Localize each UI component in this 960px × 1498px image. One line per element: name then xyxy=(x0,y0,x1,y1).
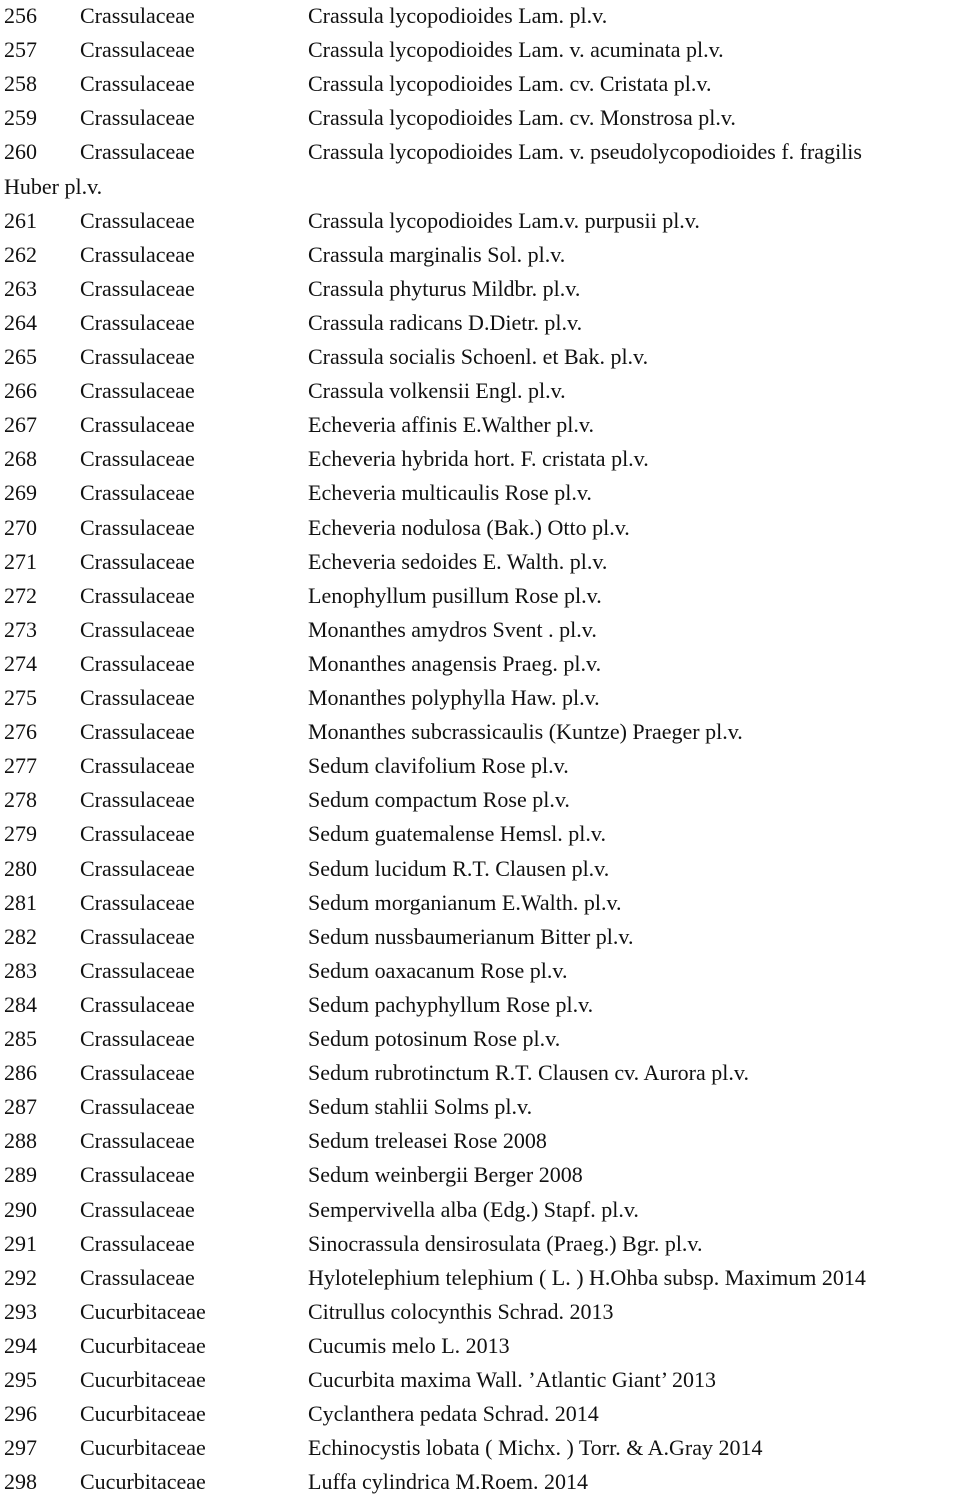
entry-number: 268 xyxy=(4,446,37,472)
species-name: Crassula lycopodioides Lam. cv. Cristata pl.v. xyxy=(308,71,712,97)
list-row xyxy=(0,1296,960,1328)
entry-number: 263 xyxy=(4,275,37,301)
family-name: Crassulaceae xyxy=(80,241,195,267)
entry-number: 297 xyxy=(4,1435,37,1461)
family-name: Crassulaceae xyxy=(80,753,195,779)
species-name: Sedum guatemalense Hemsl. pl.v. xyxy=(308,821,606,847)
list-row xyxy=(0,341,960,373)
species-name: Citrullus colocynthis Schrad. 2013 xyxy=(308,1298,614,1324)
list-row xyxy=(0,546,960,578)
list-row xyxy=(0,1159,960,1191)
list-row xyxy=(0,68,960,100)
list-row xyxy=(0,1228,960,1260)
family-name: Crassulaceae xyxy=(80,1264,195,1290)
family-name: Crassulaceae xyxy=(80,514,195,540)
list-row xyxy=(0,716,960,748)
entry-number: 292 xyxy=(4,1264,37,1290)
family-name: Crassulaceae xyxy=(80,548,195,574)
family-name: Crassulaceae xyxy=(80,1128,195,1154)
list-row xyxy=(0,1023,960,1055)
family-name: Crassulaceae xyxy=(80,821,195,847)
entry-number: 287 xyxy=(4,1094,37,1120)
species-name: Sedum nussbaumerianum Bitter pl.v. xyxy=(308,923,634,949)
entry-number: 278 xyxy=(4,787,37,813)
species-name: Crassula lycopodioides Lam. v. pseudolycopodioides f. fragilis xyxy=(308,139,862,165)
entry-number: 275 xyxy=(4,685,37,710)
species-name: Sedum morganianum E.Walth. pl.v. xyxy=(308,889,622,915)
list-row xyxy=(0,887,960,919)
species-name: Monanthes subcrassicaulis (Kuntze) Praeger pl.v. xyxy=(308,719,743,745)
species-name: Monanthes amydros Svent . pl.v. xyxy=(308,616,597,642)
family-name: Crassulaceae xyxy=(80,957,195,983)
family-name: Crassulaceae xyxy=(80,1094,195,1120)
species-name: Sedum pachyphyllum Rose pl.v. xyxy=(308,991,594,1017)
entry-number: 289 xyxy=(4,1162,37,1188)
family-name: Crassulaceae xyxy=(80,1230,195,1256)
species-name: Crassula socialis Schoenl. et Bak. pl.v. xyxy=(308,344,649,369)
list-row xyxy=(0,955,960,987)
entry-number: 293 xyxy=(4,1298,37,1324)
species-name: Sedum compactum Rose pl.v. xyxy=(308,787,570,813)
species-name: Sedum stahlii Solms pl.v. xyxy=(308,1094,533,1120)
list-row xyxy=(0,1262,960,1294)
list-row xyxy=(0,443,960,475)
species-name: Echinocystis lobata ( Michx. ) Torr. & A.Gray 2014 xyxy=(308,1435,763,1461)
family-name: Cucurbitaceae xyxy=(80,1298,206,1324)
family-name: Crassulaceae xyxy=(80,309,195,335)
species-name: Sempervivella alba (Edg.) Stapf. pl.v. xyxy=(308,1196,639,1222)
species-name: Hylotelephium telephium ( L. ) H.Ohba subsp. Maximum 2014 xyxy=(308,1264,866,1290)
list-row xyxy=(0,512,960,544)
entry-number: 269 xyxy=(4,480,37,506)
list-row xyxy=(0,1466,960,1498)
species-name: Sedum weinbergii Berger 2008 xyxy=(308,1162,583,1188)
list-row xyxy=(0,1364,960,1396)
species-name: Crassula lycopodioides Lam. v. acuminata pl.v. xyxy=(308,37,724,63)
list-row xyxy=(0,1194,960,1226)
entry-number: 264 xyxy=(4,309,37,335)
list-row xyxy=(0,784,960,816)
species-name: Echeveria multicaulis Rose pl.v. xyxy=(308,480,592,506)
entry-number: 258 xyxy=(4,71,37,97)
entry-number: 288 xyxy=(4,1128,37,1154)
family-name: Crassulaceae xyxy=(80,889,195,915)
species-name: Cyclanthera pedata Schrad. 2014 xyxy=(308,1401,599,1427)
family-name: Crassulaceae xyxy=(80,923,195,949)
family-name: Crassulaceae xyxy=(80,344,195,369)
species-name-continuation: Huber pl.v. xyxy=(4,173,103,199)
list-row xyxy=(0,477,960,509)
entry-number: 261 xyxy=(4,207,37,233)
family-name: Crassulaceae xyxy=(80,446,195,472)
list-row xyxy=(0,580,960,612)
family-name: Crassulaceae xyxy=(80,719,195,745)
entry-number: 256 xyxy=(4,3,37,28)
family-name: Crassulaceae xyxy=(80,37,195,63)
entry-number: 298 xyxy=(4,1469,37,1495)
list-row xyxy=(0,1330,960,1362)
list-row xyxy=(0,34,960,66)
family-name: Crassulaceae xyxy=(80,275,195,301)
family-name: Crassulaceae xyxy=(80,71,195,97)
species-name: Crassula lycopodioides Lam.v. purpusii pl.v. xyxy=(308,207,700,233)
species-name: Lenophyllum pusillum Rose pl.v. xyxy=(308,582,602,608)
species-name: Cucumis melo L. 2013 xyxy=(308,1332,510,1358)
family-name: Crassulaceae xyxy=(80,1196,195,1222)
family-name: Crassulaceae xyxy=(80,3,195,28)
family-name: Crassulaceae xyxy=(80,139,195,165)
entry-number: 294 xyxy=(4,1332,37,1358)
entry-number: 257 xyxy=(4,37,37,63)
species-name: Cucurbita maxima Wall. ’Atlantic Giant’ 2013 xyxy=(308,1367,716,1392)
list-row xyxy=(0,750,960,782)
species-name: Sedum potosinum Rose pl.v. xyxy=(308,1026,561,1051)
entry-number: 273 xyxy=(4,616,37,642)
family-name: Crassulaceae xyxy=(80,1060,195,1086)
species-name: Crassula volkensii Engl. pl.v. xyxy=(308,378,566,404)
species-name: Sedum lucidum R.T. Clausen pl.v. xyxy=(308,855,610,881)
entry-number: 277 xyxy=(4,753,37,779)
list-row xyxy=(0,409,960,441)
family-name: Crassulaceae xyxy=(80,207,195,233)
family-name: Crassulaceae xyxy=(80,1026,195,1051)
list-row xyxy=(0,818,960,850)
entry-number: 281 xyxy=(4,889,37,915)
entry-number: 276 xyxy=(4,719,37,745)
entry-number: 283 xyxy=(4,957,37,983)
entry-number: 265 xyxy=(4,344,37,369)
family-name: Crassulaceae xyxy=(80,650,195,676)
family-name: Cucurbitaceae xyxy=(80,1401,206,1427)
list-row xyxy=(0,1091,960,1123)
family-name: Crassulaceae xyxy=(80,855,195,881)
species-name: Sedum rubrotinctum R.T. Clausen cv. Aurora pl.v. xyxy=(308,1060,749,1086)
entry-number: 274 xyxy=(4,650,37,676)
list-row xyxy=(0,0,960,32)
family-name: Cucurbitaceae xyxy=(80,1435,206,1461)
list-row xyxy=(0,989,960,1021)
list-row xyxy=(0,682,960,714)
species-name: Crassula phyturus Mildbr. pl.v. xyxy=(308,275,581,301)
entry-number: 260 xyxy=(4,139,37,165)
family-name: Crassulaceae xyxy=(80,480,195,506)
entry-number: 295 xyxy=(4,1367,37,1392)
list-row xyxy=(0,853,960,885)
entry-number: 285 xyxy=(4,1026,37,1051)
entry-number: 279 xyxy=(4,821,37,847)
species-name: Crassula radicans D.Dietr. pl.v. xyxy=(308,309,583,335)
entry-number: 259 xyxy=(4,105,37,131)
species-name: Monanthes anagensis Praeg. pl.v. xyxy=(308,650,602,676)
list-row xyxy=(0,136,960,168)
entry-number: 290 xyxy=(4,1196,37,1222)
entry-number: 286 xyxy=(4,1060,37,1086)
list-row xyxy=(0,1125,960,1157)
family-name: Cucurbitaceae xyxy=(80,1469,206,1495)
species-name: Crassula lycopodioides Lam. cv. Monstrosa pl.v. xyxy=(308,105,736,131)
entry-number: 266 xyxy=(4,378,37,404)
list-row xyxy=(0,614,960,646)
family-name: Crassulaceae xyxy=(80,412,195,438)
entry-number: 267 xyxy=(4,412,37,438)
entry-number: 270 xyxy=(4,514,37,540)
species-name: Crassula lycopodioides Lam. pl.v. xyxy=(308,3,608,28)
species-name: Monanthes polyphylla Haw. pl.v. xyxy=(308,685,600,710)
family-name: Cucurbitaceae xyxy=(80,1332,206,1358)
entry-number: 280 xyxy=(4,855,37,881)
species-name: Luffa cylindrica M.Roem. 2014 xyxy=(308,1469,589,1495)
list-row xyxy=(0,648,960,680)
list-row xyxy=(0,102,960,134)
species-name: Crassula marginalis Sol. pl.v. xyxy=(308,241,566,267)
family-name: Crassulaceae xyxy=(80,685,195,710)
list-row xyxy=(0,307,960,339)
family-name: Crassulaceae xyxy=(80,582,195,608)
list-row xyxy=(0,1057,960,1089)
list-row xyxy=(0,1432,960,1464)
entry-number: 291 xyxy=(4,1230,37,1256)
entry-number: 282 xyxy=(4,923,37,949)
entry-number: 262 xyxy=(4,241,37,267)
entry-number: 271 xyxy=(4,548,37,574)
species-name: Echeveria affinis E.Walther pl.v. xyxy=(308,412,594,438)
entry-number: 284 xyxy=(4,991,37,1017)
family-name: Crassulaceae xyxy=(80,105,195,131)
list-row xyxy=(0,239,960,271)
list-row xyxy=(0,375,960,407)
list-row xyxy=(0,921,960,953)
species-name: Echeveria nodulosa (Bak.) Otto pl.v. xyxy=(308,514,630,540)
species-name: Sedum clavifolium Rose pl.v. xyxy=(308,753,569,779)
family-name: Crassulaceae xyxy=(80,378,195,404)
list-row xyxy=(0,1398,960,1430)
species-name: Sedum treleasei Rose 2008 xyxy=(308,1128,547,1154)
family-name: Crassulaceae xyxy=(80,991,195,1017)
entry-number: 272 xyxy=(4,582,37,608)
family-name: Crassulaceae xyxy=(80,616,195,642)
family-name: Crassulaceae xyxy=(80,787,195,813)
species-name: Sedum oaxacanum Rose pl.v. xyxy=(308,957,568,983)
list-row xyxy=(0,205,960,237)
family-name: Cucurbitaceae xyxy=(80,1367,206,1392)
list-row xyxy=(0,273,960,305)
species-name: Sinocrassula densirosulata (Praeg.) Bgr. pl.v. xyxy=(308,1230,703,1256)
species-name: Echeveria hybrida hort. F. cristata pl.v. xyxy=(308,446,649,472)
entry-number: 296 xyxy=(4,1401,37,1427)
species-name: Echeveria sedoides E. Walth. pl.v. xyxy=(308,548,608,574)
family-name: Crassulaceae xyxy=(80,1162,195,1188)
list-row-continuation xyxy=(0,171,960,203)
